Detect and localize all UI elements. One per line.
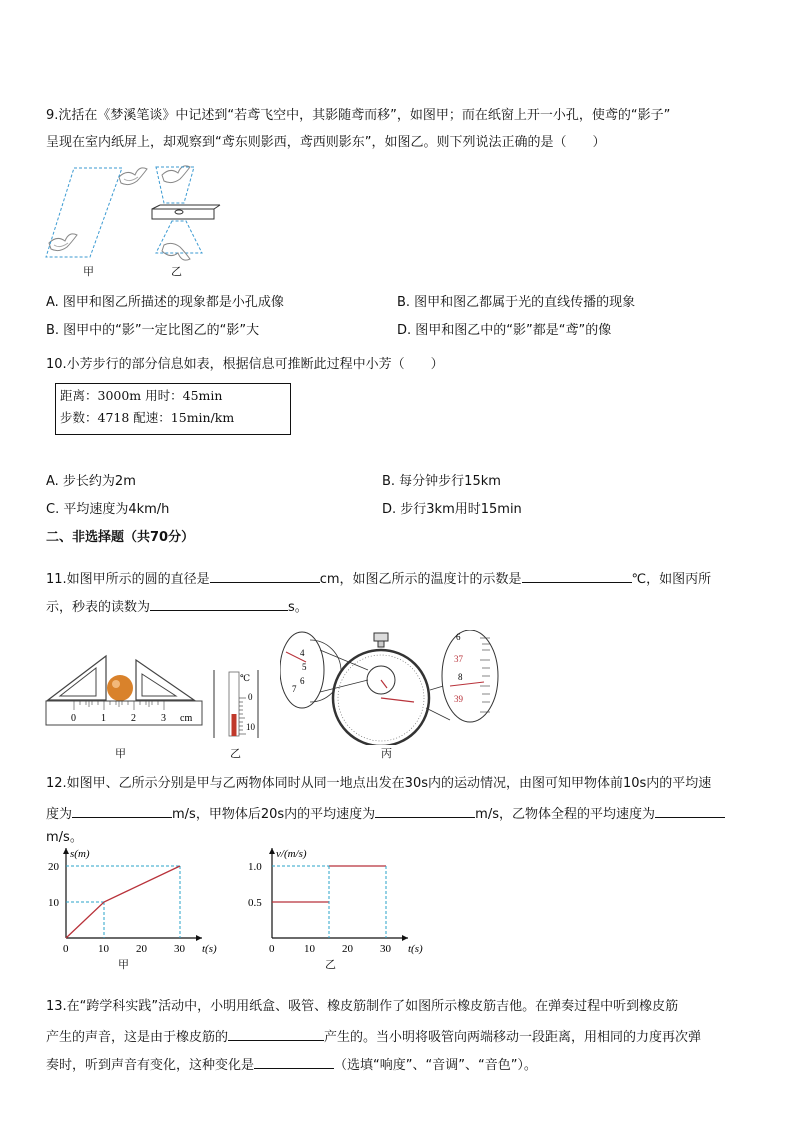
y-axis-arrow: [269, 848, 275, 854]
q13-text-d: （选填“响度”、“音调”、“音色”）。: [334, 1058, 537, 1073]
q10-option-b[interactable]: B. 每分钟步行15km: [382, 474, 501, 489]
sec-tick-37: 37: [454, 654, 463, 664]
q12-cap-jia: 甲: [118, 958, 129, 971]
pinhole: [175, 210, 183, 214]
q11-blank-stopwatch[interactable]: [150, 596, 288, 611]
stopwatch-dial: [333, 650, 429, 745]
section-2-heading: [46, 529, 194, 547]
section-2-suffix: 分）: [168, 530, 195, 545]
x-axis-arrow: [196, 935, 202, 941]
q12-chart-jia: [40, 844, 230, 956]
q10-table-row1: 距离：3000m 用时：45min: [60, 388, 223, 403]
q13-blank-1[interactable]: [228, 1026, 324, 1041]
q12-text-b: m/s，甲物体后20s内的平均速度为: [172, 807, 376, 822]
q9-stem-line1: 9.沈括在《梦溪笔谈》中记述到“若鸢飞空中，其影随鸢而移”，如图甲；而在纸窗上开一小孔，使鸢的“影子”: [46, 108, 671, 123]
x-axis-label: t(s): [202, 943, 217, 955]
x-tick-label: 0: [63, 943, 69, 955]
thermo-tick-10: 10: [246, 722, 255, 732]
x-tick-label: 10: [98, 943, 109, 955]
sec-tick-6: 6: [456, 632, 461, 642]
q9-option-d[interactable]: D. 图甲和图乙中的“影”都是“鸢”的像: [397, 323, 612, 338]
q11-thermometer-figure: [210, 668, 262, 740]
q9-label-jia: 甲: [83, 265, 94, 278]
q13-text-b: 产生的。当小明将吸管向两端移动一段距离，用相同的力度再次弹: [324, 1030, 702, 1045]
q12-cap-yi: 乙: [325, 958, 336, 971]
thermo-tick-0: 0: [248, 692, 253, 702]
q11-text-b: cm，如图乙所示的温度计的示数是: [319, 572, 522, 587]
q9-figure: [44, 165, 234, 275]
thermo-unit: ℃: [240, 673, 251, 683]
q13-line3: [46, 1054, 537, 1075]
sec-tick-39: 39: [454, 694, 463, 704]
x-axis-arrow: [402, 935, 408, 941]
q13-text-c: 奏时，听到声音有变化，这种变化是: [46, 1058, 255, 1073]
q9-stem-line2: 呈现在室内纸屏上，却观察到“鸢东则影西，鸢西则影东”，如图乙。则下列说法正确的是（ ）: [46, 135, 606, 150]
q11-text-a: 11.如图甲所示的圆的直径是: [46, 572, 210, 587]
q11-cap-yi: 乙: [230, 747, 241, 760]
q11-blank-temperature[interactable]: [522, 568, 632, 583]
q11-cap-jia: 甲: [115, 747, 126, 760]
q10-table-row2: 步数：4718 配速：15min/km: [60, 410, 235, 425]
ruler-tick-1: 1: [101, 713, 106, 724]
x-tick-label: 30: [380, 943, 391, 955]
q9-option-b[interactable]: B. 图甲和图乙都属于光的直线传播的现象: [397, 295, 636, 310]
q12-blank-1[interactable]: [72, 803, 172, 818]
y-axis-arrow: [63, 848, 69, 854]
min-tick-5: 5: [302, 662, 307, 672]
y-tick-label: 10: [48, 897, 59, 909]
q12-blank-2[interactable]: [375, 803, 475, 818]
bird-icon: [119, 168, 147, 185]
min-tick-7: 7: [292, 684, 297, 694]
q10-option-a[interactable]: A. 步长约为2m: [46, 474, 136, 489]
bird-icon: [162, 166, 190, 183]
q12-line1: 12.如图甲、乙所示分别是甲与乙两物体同时从同一地点出发在30s内的运动情况，由图可知甲物体前10s内的平均速: [46, 776, 712, 791]
ruler-unit: cm: [180, 713, 193, 724]
q12-line3: m/s。: [46, 830, 83, 845]
ruler-tick-0: 0: [71, 713, 76, 724]
inverted-bird-icon: [162, 243, 190, 260]
y-tick-label: 20: [48, 861, 59, 873]
q13-line2: [46, 1026, 701, 1047]
q13-blank-2[interactable]: [254, 1054, 334, 1069]
q12-text-a: 度为: [46, 807, 73, 822]
ruler-tick-2: 2: [131, 713, 136, 724]
section-2-score: 70: [150, 530, 169, 545]
x-tick-label: 30: [174, 943, 185, 955]
y-tick-label: 0.5: [248, 897, 262, 909]
q11-stopwatch-figure: [280, 630, 502, 745]
q11-text-e: s。: [288, 600, 308, 615]
q9-label-yi: 乙: [171, 265, 182, 278]
q10-option-c[interactable]: C. 平均速度为4km/h: [46, 502, 170, 517]
x-tick-label: 20: [136, 943, 147, 955]
q12-line2: [46, 803, 725, 824]
ruler-tick-3: 3: [161, 713, 166, 724]
q13-line1: 13.在“跨学科实践”活动中，小明用纸盒、吸管、橡皮筋制作了如图所示橡皮筋吉他。在弹奏过程中听到橡皮筋: [46, 999, 679, 1014]
q11-line1: [46, 568, 711, 589]
q12-chart-yi: [246, 844, 436, 956]
q12-text-c: m/s，乙物体全程的平均速度为: [475, 807, 655, 822]
q9-option-a[interactable]: A. 图甲和图乙所描述的现象都是小孔成像: [46, 295, 284, 310]
q12-blank-3[interactable]: [655, 803, 725, 818]
thermometer-liquid: [232, 714, 237, 736]
q11-text-d: 示，秒表的读数为: [46, 600, 151, 615]
x-tick-label: 20: [342, 943, 353, 955]
q13-text-a: 产生的声音，这是由于橡皮筋的: [46, 1030, 229, 1045]
min-tick-6: 6: [300, 676, 305, 686]
x-tick-label: 10: [304, 943, 315, 955]
sec-tick-8: 8: [458, 672, 463, 682]
q10-option-d[interactable]: D. 步行3km用时15min: [382, 502, 522, 517]
q11-line2: [46, 596, 308, 617]
q11-blank-diameter[interactable]: [210, 568, 320, 583]
x-axis-label: t(s): [408, 943, 423, 955]
ball: [107, 675, 133, 701]
y-tick-label: 1.0: [248, 861, 262, 873]
y-axis-label: v/(m/s): [276, 848, 307, 860]
q9-option-c[interactable]: B. 图甲中的“影”一定比图乙的“影”大: [46, 323, 260, 338]
q11-cap-bing: 丙: [381, 747, 392, 760]
section-2-prefix: 二、非选择题（共: [46, 530, 151, 545]
q10-info-table: [55, 383, 291, 435]
q11-text-c: ℃，如图丙所: [631, 572, 712, 587]
bird-shadow-icon: [49, 234, 77, 251]
q10-stem: 10.小芳步行的部分信息如表，根据信息可推断此过程中小芳（ ）: [46, 357, 444, 372]
x-tick-label: 0: [269, 943, 275, 955]
min-tick-4: 4: [300, 648, 305, 658]
q11-ruler-figure: [44, 650, 204, 732]
y-axis-label: s(m): [70, 848, 90, 860]
